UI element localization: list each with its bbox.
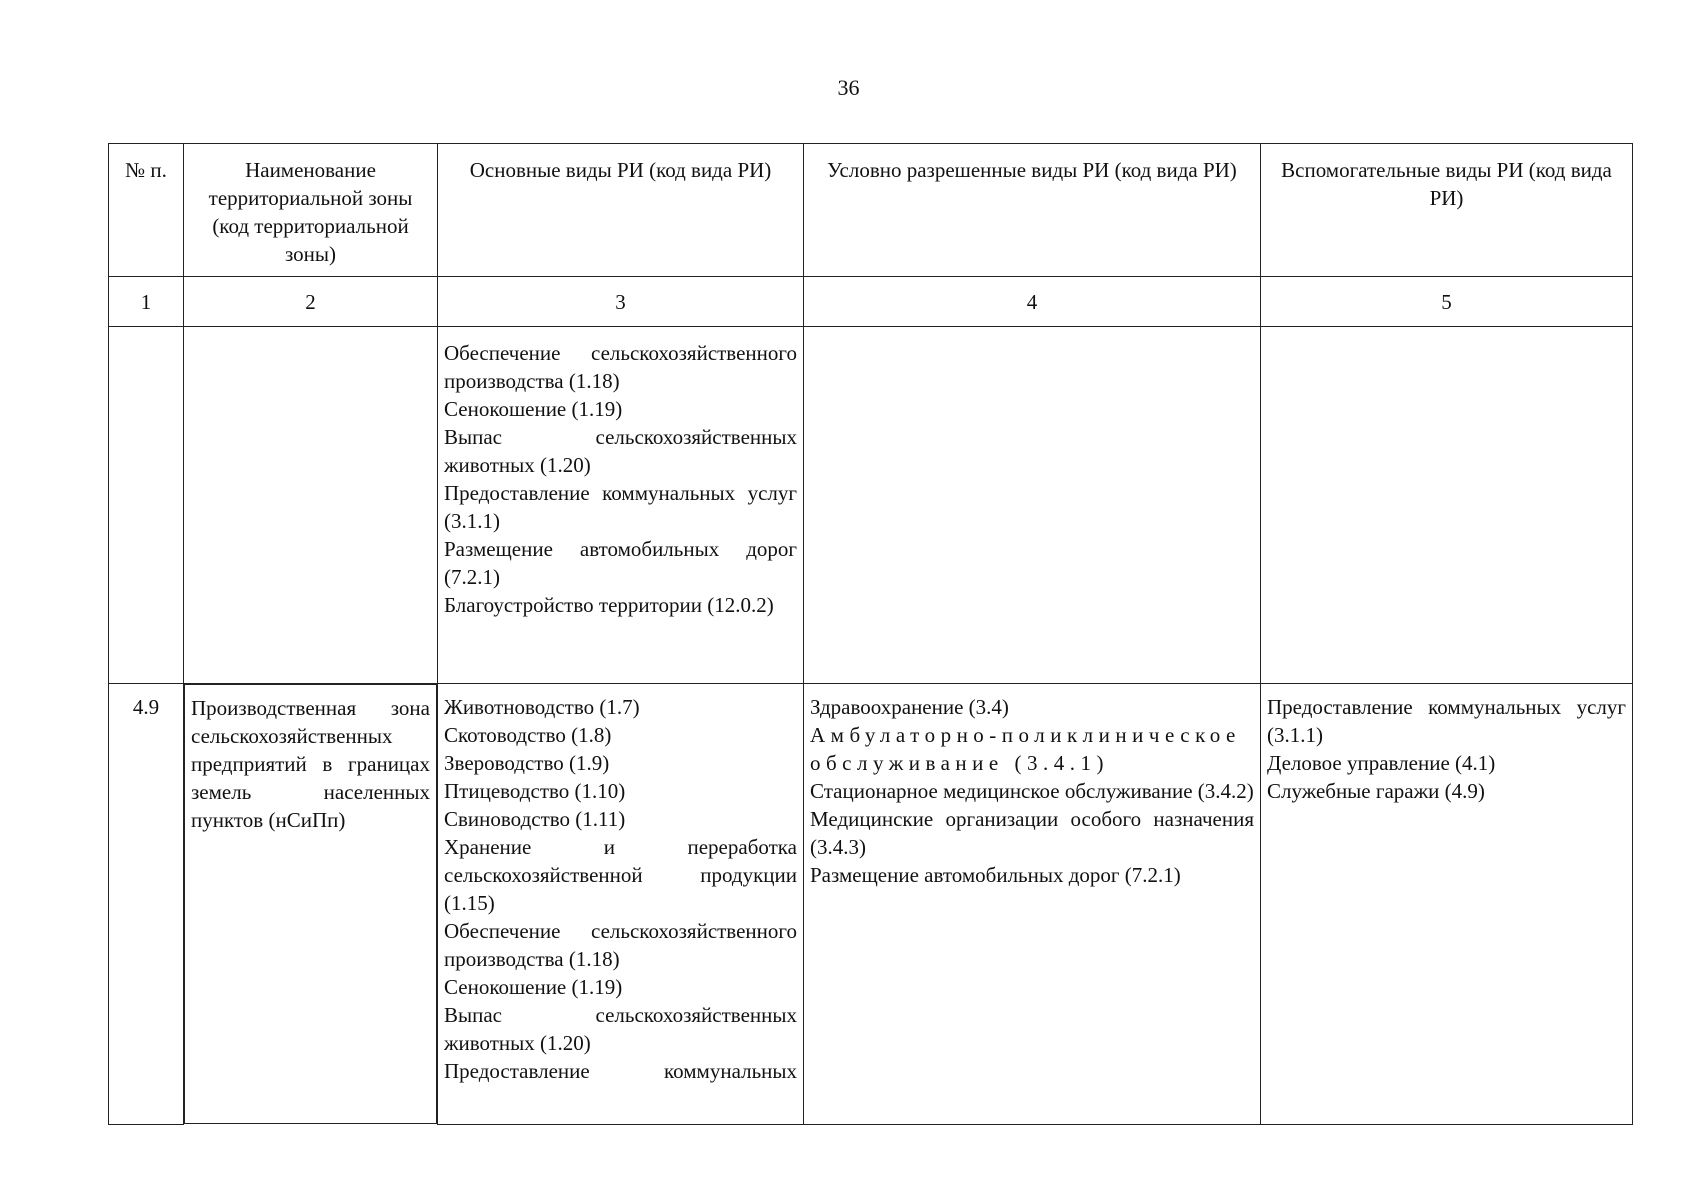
continuation-number-cell — [109, 327, 184, 684]
column-number: 5 — [1261, 277, 1633, 327]
continuation-conditional-cell — [804, 327, 1261, 684]
main-use-item: Скотоводство (1.8) — [444, 723, 612, 747]
column-number: 3 — [438, 277, 804, 327]
main-use-item: Хранение и переработка сельскохозяйственной продукции (1.15) — [444, 835, 797, 915]
zone-auxiliary-uses-cell — [1261, 684, 1633, 1125]
conditional-use-item: Здравоохранение (3.4) — [810, 695, 1009, 719]
main-use-item: Сенокошение (1.19) — [444, 975, 623, 999]
main-use-item: Свиноводство (1.11) — [444, 807, 626, 831]
table-row-continuation — [109, 327, 1633, 684]
header-number: № п. — [109, 144, 184, 277]
continuation-auxiliary-cell — [1261, 327, 1633, 684]
column-number-row — [109, 277, 1633, 327]
page-number: 36 — [837, 75, 860, 100]
auxiliary-use-item: Служебные гаражи (4.9) — [1267, 779, 1485, 803]
continuation-main-uses-cell — [438, 327, 804, 684]
main-use-item: Звероводство (1.9) — [444, 751, 610, 775]
conditional-use-item: Амбулаторно-поликлиническое обслуживание (3.4.1) — [810, 723, 1241, 775]
auxiliary-use-item: Предоставление коммунальных услуг (3.1.1) — [1267, 695, 1626, 747]
main-use-item: Предоставление коммунальных — [444, 1059, 797, 1083]
main-use-item: Птицеводство (1.10) — [444, 779, 626, 803]
table-row-zone-4-9 — [109, 684, 1633, 1125]
main-use-item: Обеспечение сельскохозяйственного производства (1.18) — [444, 919, 797, 971]
auxiliary-use-item: Деловое управление (4.1) — [1267, 751, 1496, 775]
zone-conditional-uses-cell — [804, 684, 1261, 1125]
zone-number: 4.9 — [109, 684, 184, 1125]
zone-main-uses-cell — [438, 684, 804, 1125]
main-use-item: Выпас сельскохозяйственных животных (1.20) — [444, 425, 797, 477]
main-use-item: Размещение автомобильных дорог (7.2.1) — [444, 537, 797, 589]
main-use-item: Выпас сельскохозяйственных животных (1.20) — [444, 1003, 797, 1055]
conditional-use-item: Медицинские организации особого назначения (3.4.3) — [810, 807, 1254, 859]
column-number: 1 — [109, 277, 184, 327]
zone-name: Производственная зона сельскохозяйственных предприятий в границах земель населенных пунктов (нСиПп) — [184, 684, 437, 1124]
main-use-item: Предоставление коммунальных услуг (3.1.1) — [444, 481, 797, 533]
table-header-row — [109, 144, 1633, 277]
main-use-item: Животноводство (1.7) — [444, 695, 640, 719]
conditional-use-item: Размещение автомобильных дорог (7.2.1) — [810, 863, 1181, 887]
header-main-uses: Основные виды РИ (код вида РИ) — [438, 144, 804, 277]
header-auxiliary-uses: Вспомогательные виды РИ (код вида РИ) — [1261, 144, 1633, 277]
main-use-item: Обеспечение сельскохозяйственного производства (1.18) — [444, 341, 797, 393]
conditional-use-item: Стационарное медицинское обслуживание (3.4.2) — [810, 779, 1254, 803]
main-use-item: Благоустройство территории (12.0.2) — [444, 593, 774, 617]
column-number: 2 — [184, 277, 438, 327]
header-conditional-uses: Условно разрешенные виды РИ (код вида РИ) — [804, 144, 1261, 277]
header-zone-name: Наименование территориальной зоны (код территориальной зоны) — [184, 144, 438, 277]
main-use-item: Сенокошение (1.19) — [444, 397, 623, 421]
continuation-zone-cell — [184, 327, 438, 684]
zoning-table — [108, 143, 1633, 1125]
column-number: 4 — [804, 277, 1261, 327]
